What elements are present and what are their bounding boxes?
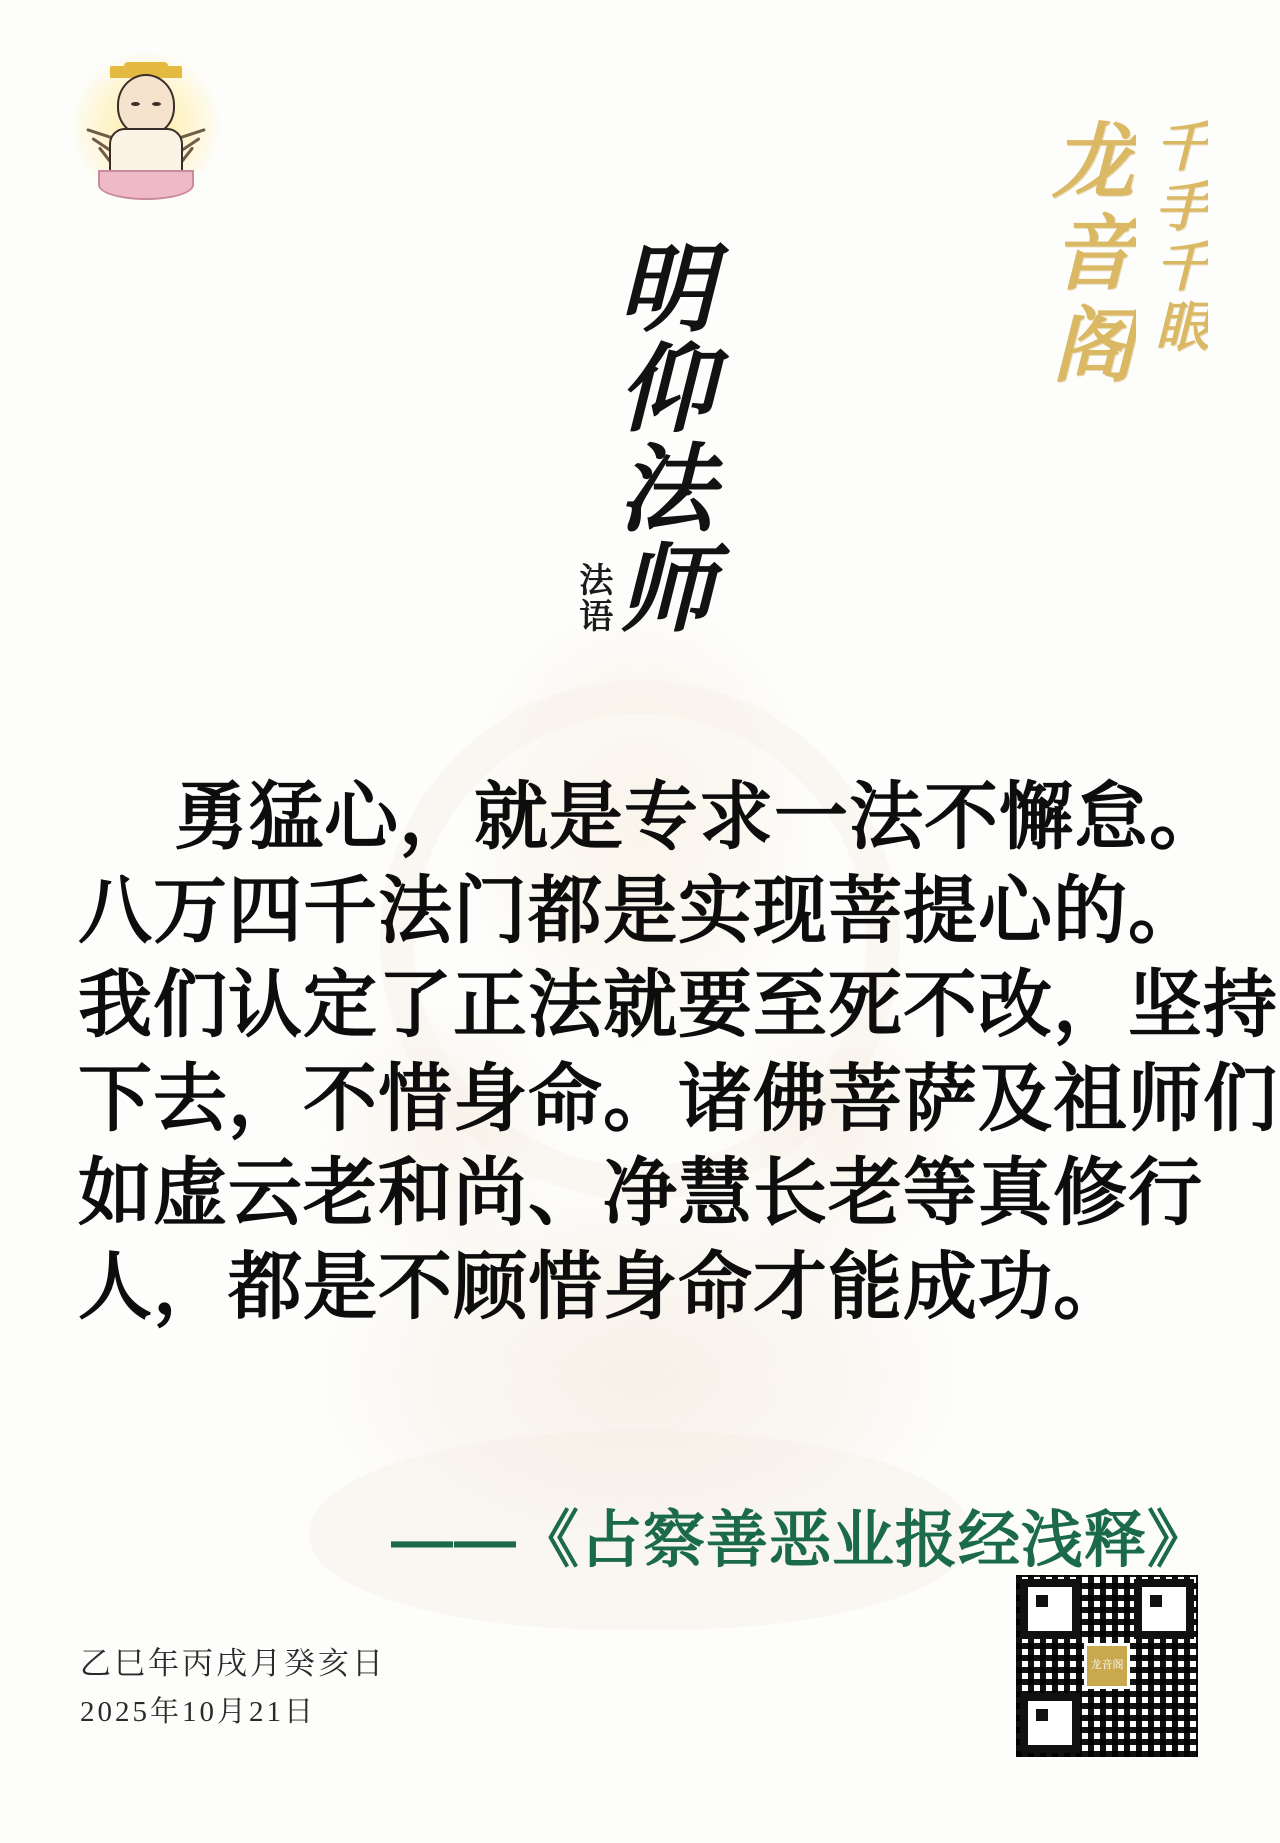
- qr-finder-icon: [1134, 1579, 1194, 1639]
- qr-finder-icon: [1020, 1693, 1080, 1753]
- avatar-eye: [131, 102, 140, 106]
- gold-calligraphy-right: 千手千眼: [1148, 118, 1208, 358]
- quote-line: 如虚云老和尚、净慧长老等真修行: [78, 1150, 1203, 1234]
- avatar-eye: [152, 102, 161, 106]
- qr-code[interactable]: [1016, 1575, 1198, 1757]
- gold-calligraphy-left: 龙音阁: [1040, 118, 1132, 394]
- quote-line: 下去，不惜身命。诸佛菩萨及祖师们: [78, 1056, 1278, 1140]
- guanyin-avatar: [76, 46, 216, 206]
- title-block: [560, 238, 712, 638]
- qr-finder-icon: [1020, 1579, 1080, 1639]
- gregorian-date: 2025年10月21日: [80, 1695, 317, 1728]
- quote-line: 人，都是不顾惜身命才能成功。: [78, 1244, 1128, 1328]
- quote-source: ——《占察善恶业报经浅释》: [390, 1506, 1210, 1575]
- gold-calligraphy-block: [1040, 118, 1208, 394]
- title-subtitle: 法语: [573, 562, 611, 634]
- quote-body: [78, 770, 1278, 1334]
- lunar-date: 乙巳年丙戌月癸亥日: [80, 1646, 386, 1682]
- avatar-lotus-seat: [98, 170, 194, 200]
- quote-line: 我们认定了正法就要至死不改，坚持: [78, 962, 1278, 1046]
- quote-line: 勇猛心，就是专求一法不懈怠。: [174, 775, 1224, 858]
- avatar-head: [117, 74, 175, 136]
- quote-line: 八万四千法门都是实现菩提心的。: [78, 868, 1203, 952]
- footer-date: [80, 1639, 386, 1735]
- qr-center-logo: 龙音阁: [1084, 1643, 1130, 1689]
- title-main: 明仰法师: [604, 238, 712, 638]
